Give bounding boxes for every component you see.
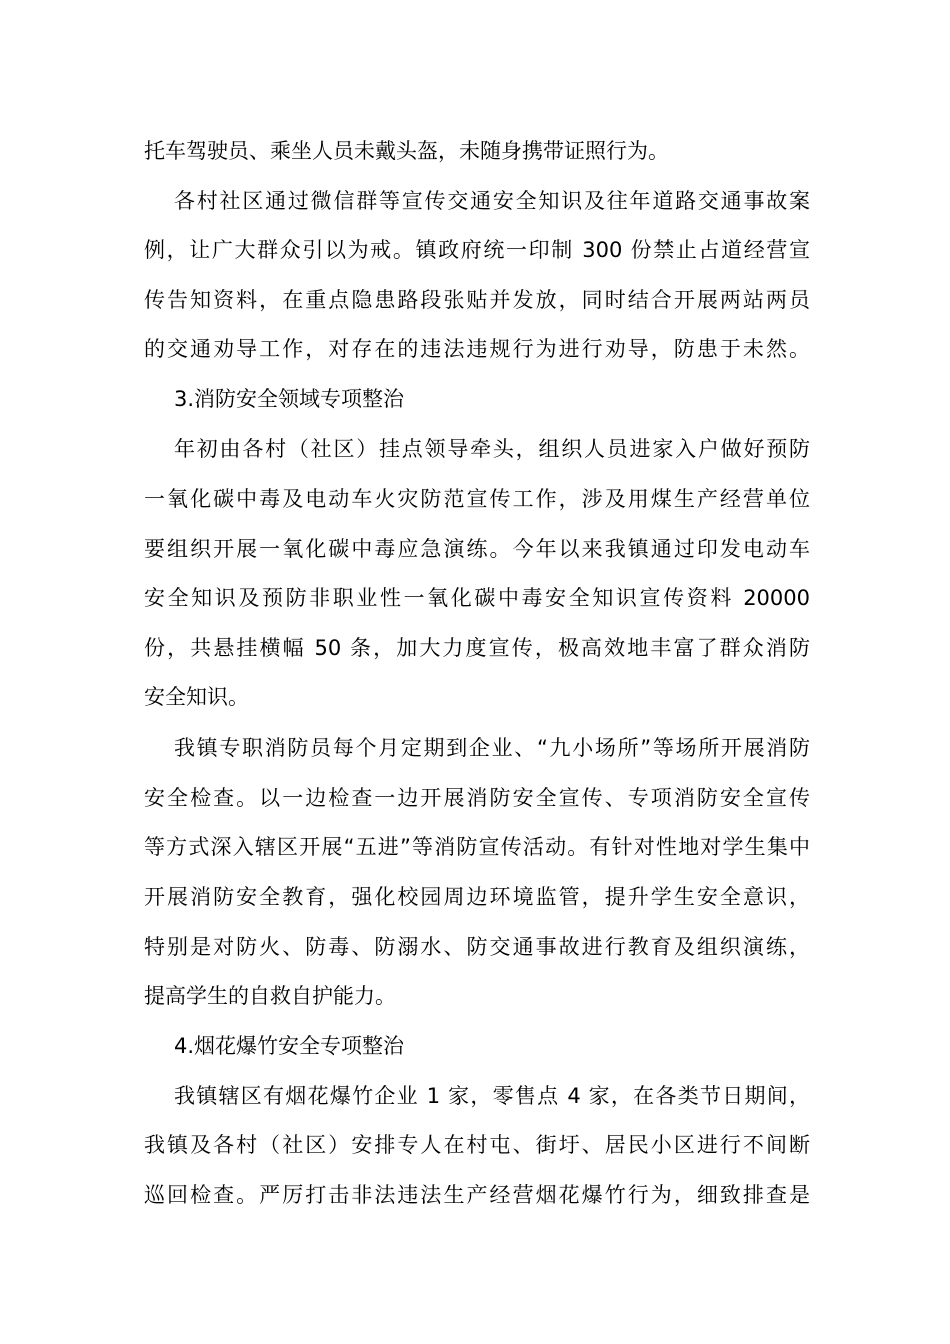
text-line: 托车驾驶员、乘坐人员未戴头盔，未随身携带证照行为。	[144, 139, 669, 163]
paragraph-line: 我镇专职消防员每个月定期到企业、“九小场所”等场所开展消防	[174, 736, 810, 760]
text-line: 的交通劝导工作，对存在的违法违规行为进行劝导，防患于未然。	[144, 337, 810, 361]
section-heading: 3.消防安全领域专项整治	[174, 387, 405, 411]
text-line: 份，共悬挂横幅 50 条，加大力度宣传，极高效地丰富了群众消防	[144, 636, 810, 660]
text-line: 安全知识。	[144, 685, 249, 709]
text-line: 安全检查。以一边检查一边开展消防安全宣传、专项消防安全宣传	[144, 786, 810, 810]
paragraph-line: 我镇辖区有烟花爆竹企业 1 家，零售点 4 家，在各类节日期间，	[174, 1084, 810, 1108]
text-line: 安全知识及预防非职业性一氧化碳中毒安全知识宣传资料 20000	[144, 586, 810, 610]
text-line: 一氧化碳中毒及电动车火灾防范宣传工作，涉及用煤生产经营单位	[144, 487, 810, 511]
text-line: 要组织开展一氧化碳中毒应急演练。今年以来我镇通过印发电动车	[144, 537, 810, 561]
paragraph-line: 各村社区通过微信群等宣传交通安全知识及往年道路交通事故案	[174, 189, 810, 213]
text-line: 巡回检查。严厉打击非法违法生产经营烟花爆竹行为，细致排查是	[144, 1183, 810, 1207]
text-line: 提高学生的自救自护能力。	[144, 984, 396, 1008]
text-line: 例，让广大群众引以为戒。镇政府统一印制 300 份禁止占道经营宣	[144, 238, 810, 262]
section-heading: 4.烟花爆竹安全专项整治	[174, 1034, 405, 1058]
text-line: 我镇及各村（社区）安排专人在村屯、街圩、居民小区进行不间断	[144, 1133, 810, 1157]
text-line: 特别是对防火、防毒、防溺水、防交通事故进行教育及组织演练，	[144, 935, 810, 959]
text-line: 开展消防安全教育，强化校园周边环境监管，提升学生安全意识，	[144, 885, 810, 909]
text-line: 等方式深入辖区开展“五进”等消防宣传活动。有针对性地对学生集中	[144, 835, 810, 859]
paragraph-line: 年初由各村（社区）挂点领导牵头，组织人员进家入户做好预防	[174, 437, 810, 461]
text-line: 传告知资料，在重点隐患路段张贴并发放，同时结合开展两站两员	[144, 288, 810, 312]
